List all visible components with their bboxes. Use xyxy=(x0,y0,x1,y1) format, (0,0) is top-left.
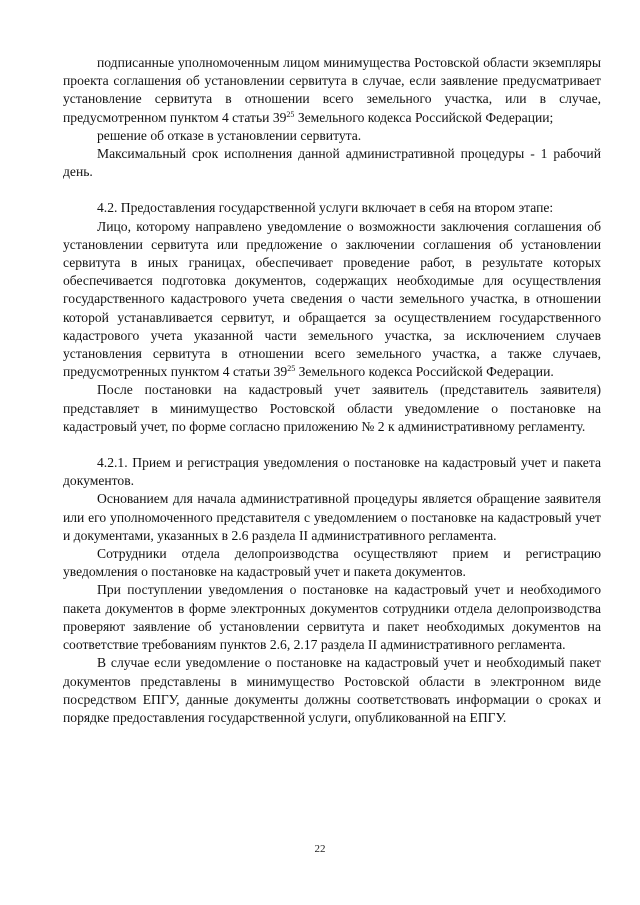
paragraph-spacer xyxy=(63,436,601,454)
section-4-2-heading: 4.2. Предоставления государственной услуги включает в себя на втором этапе: xyxy=(97,200,554,216)
page-number: 22 xyxy=(314,843,326,855)
paragraph-electronic-receipt: При поступлении уведомления о постановке на кадастровый учет и необходимого пакета документов в форме электронных документов сотрудники отдела делопроизводства проверяют заявление об установлении сервитута и пакет необходимых документов на соответствие требованиям пунктов 2.6, 2.17 раздела II административного регламента. xyxy=(63,582,601,653)
paragraph-text-tail: Земельного кодекса Российской Федерации; xyxy=(294,109,554,125)
document-page xyxy=(63,54,601,727)
superscript-article-index: 25 xyxy=(286,109,295,119)
paragraph-person-notified xyxy=(63,218,601,382)
paragraph-grounds: Основанием для начала административной процедуры является обращение заявителя или его уполномоченного представителя с уведомлением о постановке на кадастровый учет и документами, указанных в 2.6 раздела II административного регламента. xyxy=(63,491,601,543)
paragraph-after-registration: После постановки на кадастровый учет заявитель (представитель заявителя) представляет в минимущество Ростовской области уведомление о постановке на кадастровый учет, по форме согласно приложению № 2 к административному регламенту. xyxy=(63,382,601,434)
paragraph-office-staff: Сотрудники отдела делопроизводства осуществляют прием и регистрацию уведомления о постановке на кадастровый учет и пакета документов. xyxy=(63,546,601,580)
paragraph-max-duration: Максимальный срок исполнения данной административной процедуры - 1 рабочий день. xyxy=(63,146,601,180)
paragraph-refusal-decision: решение об отказе в установлении сервитута. xyxy=(97,127,362,143)
superscript-article-index: 25 xyxy=(287,364,296,374)
paragraph-epgu-case: В случае если уведомление о постановке на кадастровый учет и необходимый пакет документов представлены в минимущество Ростовской области в электронном виде посредством ЕПГУ, данные документы должны соответствовать информации о сроках и порядке предоставления государственной услуги, опубликованной на ЕПГУ. xyxy=(63,655,601,725)
paragraph-spacer xyxy=(63,181,601,199)
paragraph-text-tail: Земельного кодекса Российской Федерации. xyxy=(295,364,554,380)
paragraph-text: подписанные уполномоченным лицом минимущества Ростовской области экземпляры проекта соглашения об установлении сервитута в случае, если заявление предусматривает установление сервитута в отношении всего земельного участка, или в случае, предусмотренном пунктом 4 статьи 39 xyxy=(63,55,601,125)
paragraph-text: Лицо, которому направлено уведомление о возможности заключения соглашения об установлении сервитута или предложение о заключении соглашения об установлении сервитута в иных границах, обеспечивает проведение работ, в результате которых обеспечивается подготовка документов, содержащих необходимые для осуществления государственного кадастрового учета сведения о части земельного участка, в отношении которой устанавливается сервитут, и обращается за осуществлением государственного кадастрового учета указанной части земельного участка, за исключением случаев установления сервитута в отношении всего земельного участка, а также случаев, предусмотренных пунктом 4 статьи 39 xyxy=(63,218,601,380)
paragraph-signed-copies xyxy=(63,54,601,127)
section-4-2-1-heading: 4.2.1. Прием и регистрация уведомления о постановке на кадастровый учет и пакета документов. xyxy=(63,455,601,489)
